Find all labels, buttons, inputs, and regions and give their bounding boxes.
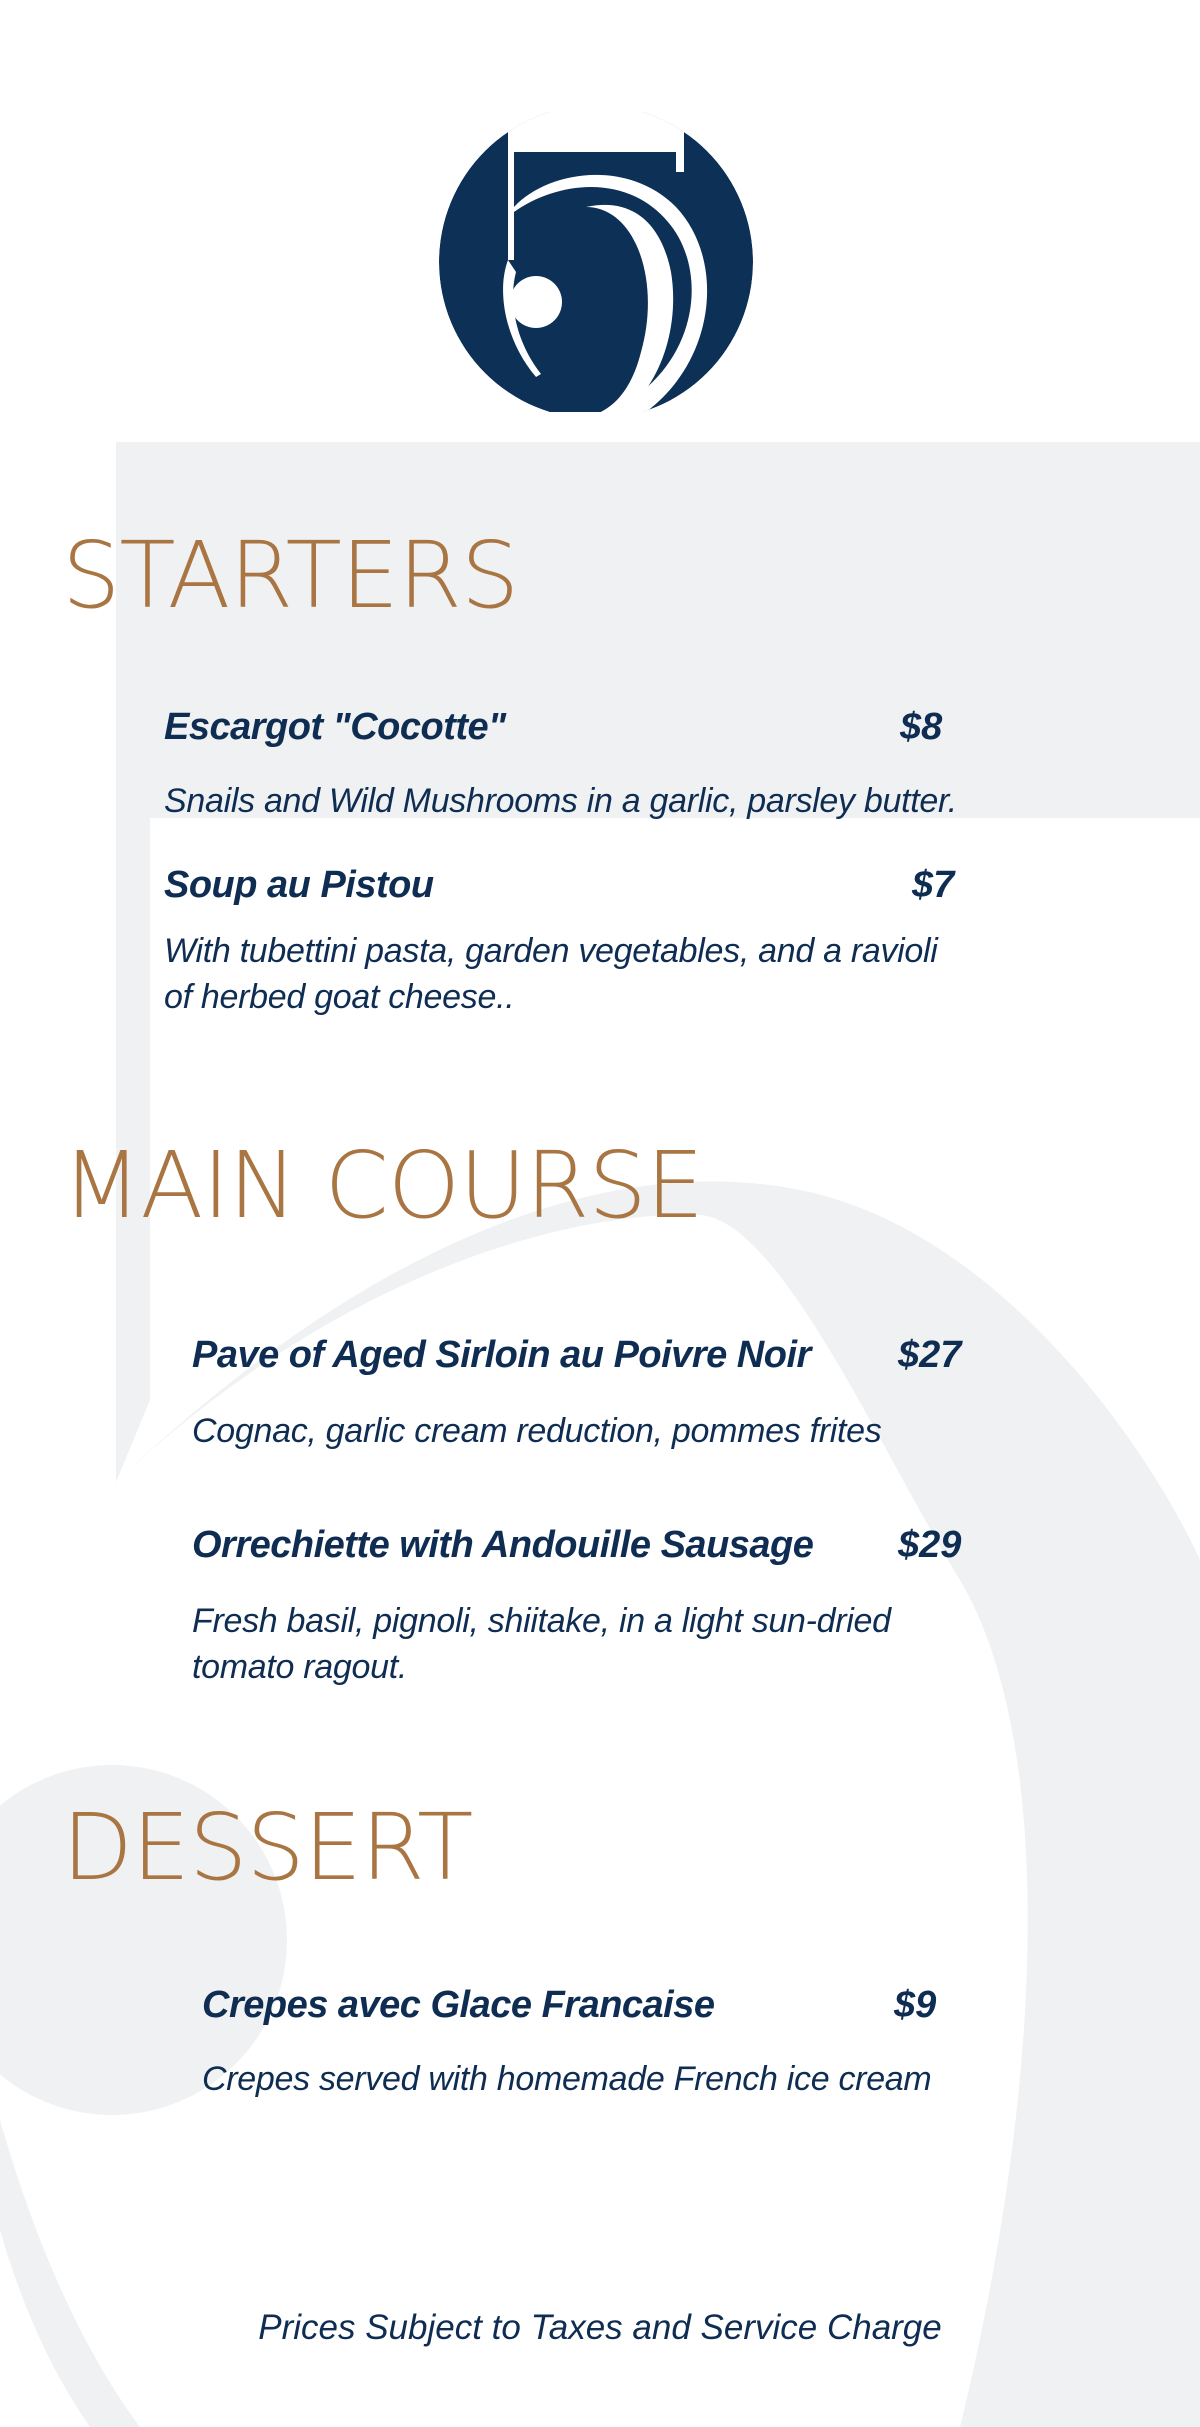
description-line: tomato ragout.	[192, 1648, 408, 1686]
menu-item-description: Snails and Wild Mushrooms in a garlic, parsley butter.	[164, 782, 957, 820]
menu-item-price: $27	[898, 1334, 962, 1376]
description-line: Fresh basil, pignoli, shiitake, in a light sun-dried	[192, 1602, 891, 1640]
menu-item-price: $9	[894, 1984, 937, 2026]
menu-item-name: Escargot "Cocotte"	[164, 706, 506, 748]
section-title-main-course: MAIN COURSE	[62, 1132, 703, 1239]
section-title-starters: STARTERS	[62, 522, 519, 629]
menu-item-price: $29	[898, 1524, 962, 1566]
footer-note: Prices Subject to Taxes and Service Charge	[258, 2308, 942, 2347]
menu-item-name: Orrechiette with Andouille Sausage	[192, 1524, 814, 1566]
menu-item-description	[164, 928, 938, 1020]
description-line: With tubettini pasta, garden vegetables, and a ravioli	[164, 932, 938, 970]
menu-item-price: $8	[900, 706, 943, 748]
menu-item-description: Cognac, garlic cream reduction, pommes frites	[192, 1412, 882, 1450]
menu-item-price: $7	[912, 864, 955, 906]
section-title-dessert: DESSERT	[62, 1794, 473, 1901]
menu-item-description	[192, 1598, 891, 1690]
menu-item-description: Crepes served with homemade French ice cream	[202, 2060, 932, 2098]
menu-item-name: Pave of Aged Sirloin au Poivre Noir	[192, 1334, 811, 1376]
menu-item-name: Crepes avec Glace Francaise	[202, 1984, 715, 2026]
menu-item-name: Soup au Pistou	[164, 864, 434, 906]
numeral-five-logo-icon	[436, 112, 756, 412]
description-line: of herbed goat cheese..	[164, 978, 515, 1016]
